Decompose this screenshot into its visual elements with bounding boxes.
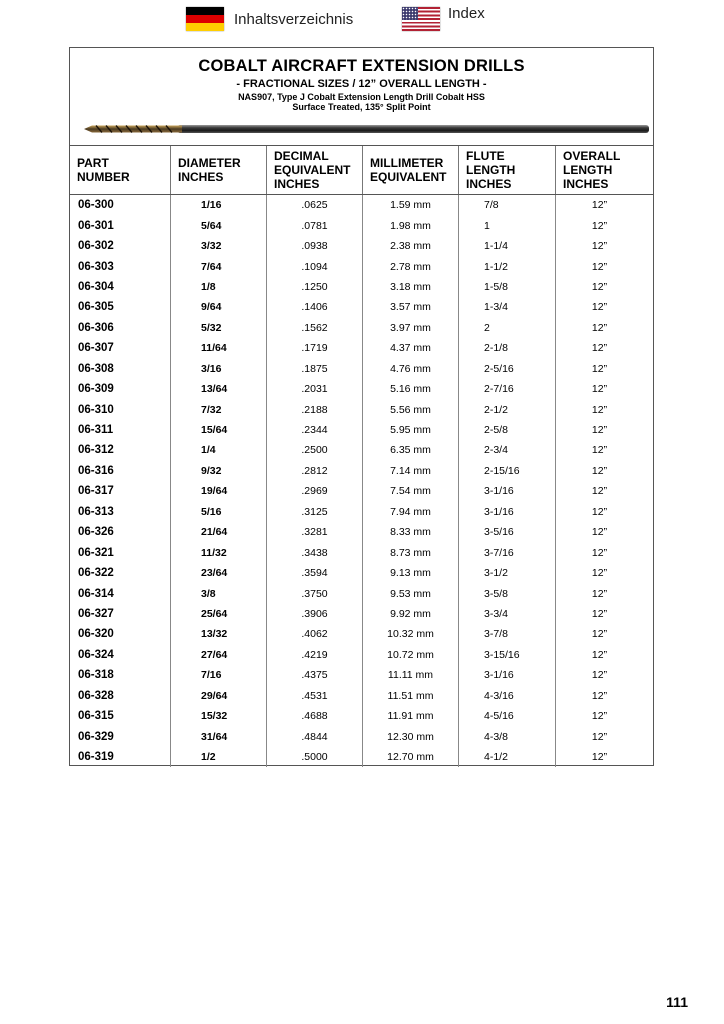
millimeter-cell: 12.70 mm: [363, 747, 459, 767]
diameter-cell: 7/64: [171, 256, 267, 276]
part-number-cell: 06-308: [78, 362, 114, 375]
overall-length-cell: 12”: [556, 379, 654, 399]
part-number-cell: 06-314: [78, 587, 114, 600]
table-row: [70, 338, 653, 358]
overall-length-cell: 12”: [556, 420, 654, 440]
table-row: [70, 747, 653, 767]
decimal-cell: .3906: [267, 604, 363, 624]
part-number-cell: 06-304: [78, 280, 114, 293]
millimeter-cell: 7.54 mm: [363, 481, 459, 501]
overall-length-cell: 12”: [556, 481, 654, 501]
overall-length-cell: 12”: [556, 440, 654, 460]
overall-length-cell: 12”: [556, 461, 654, 481]
overall-length-cell: 12”: [556, 522, 654, 542]
flute-length-cell: 3-5/8: [459, 583, 556, 603]
diameter-cell: 3/32: [171, 236, 267, 256]
diameter-cell: 15/32: [171, 706, 267, 726]
diameter-cell: 13/64: [171, 379, 267, 399]
table-row: [70, 481, 653, 501]
decimal-cell: .0938: [267, 236, 363, 256]
german-index-label: Inhaltsverzeichnis: [234, 10, 354, 28]
part-number-cell: 06-307: [78, 342, 114, 355]
diameter-cell: 5/16: [171, 502, 267, 522]
millimeter-cell: 3.57 mm: [363, 297, 459, 317]
table-row: [70, 215, 653, 235]
page-number: 111: [666, 994, 688, 1010]
millimeter-cell: 1.98 mm: [363, 215, 459, 235]
table-row: [70, 440, 653, 460]
spec-line-1: NAS907, Type J Cobalt Extension Length Drill Cobalt HSS: [238, 92, 485, 102]
flute-length-cell: 4-3/16: [459, 686, 556, 706]
flute-length-cell: 3-5/16: [459, 522, 556, 542]
part-number-cell: 06-306: [78, 321, 114, 334]
millimeter-cell: 8.33 mm: [363, 522, 459, 542]
decimal-cell: .2031: [267, 379, 363, 399]
overall-length-cell: 12”: [556, 645, 654, 665]
decimal-cell: .3594: [267, 563, 363, 583]
overall-length-cell: 12”: [556, 665, 654, 685]
flute-length-cell: 3-7/8: [459, 624, 556, 644]
table-row: [70, 624, 653, 644]
part-number-cell: 06-313: [78, 505, 114, 518]
diameter-cell: 3/8: [171, 583, 267, 603]
decimal-cell: .3281: [267, 522, 363, 542]
decimal-cell: .4844: [267, 726, 363, 746]
diameter-cell: 19/64: [171, 481, 267, 501]
decimal-cell: .4219: [267, 645, 363, 665]
column-header-millimeter: MILLIMETER EQUIVALENT: [363, 146, 459, 195]
diameter-cell: 11/32: [171, 542, 267, 562]
millimeter-cell: 9.53 mm: [363, 583, 459, 603]
flute-length-cell: 2-7/16: [459, 379, 556, 399]
decimal-cell: .1719: [267, 338, 363, 358]
decimal-cell: .0625: [267, 195, 363, 216]
flute-length-cell: 3-1/2: [459, 563, 556, 583]
millimeter-cell: 7.94 mm: [363, 502, 459, 522]
flute-length-cell: 2-1/8: [459, 338, 556, 358]
column-header-diameter: DIAMETER INCHES: [171, 146, 267, 195]
column-header-overall-length: OVERALL LENGTH INCHES: [556, 146, 654, 195]
flute-length-cell: 1: [459, 215, 556, 235]
diameter-cell: 11/64: [171, 338, 267, 358]
diameter-cell: 15/64: [171, 420, 267, 440]
millimeter-cell: 7.14 mm: [363, 461, 459, 481]
flute-length-cell: 1-5/8: [459, 277, 556, 297]
flute-length-cell: 3-3/4: [459, 604, 556, 624]
part-number-cell: 06-327: [78, 607, 114, 620]
part-number-cell: 06-305: [78, 301, 114, 314]
table-row: [70, 563, 653, 583]
overall-length-cell: 12”: [556, 277, 654, 297]
overall-length-cell: 12”: [556, 502, 654, 522]
top-navigation: [0, 0, 724, 40]
flute-length-cell: 2-5/16: [459, 359, 556, 379]
decimal-cell: .4062: [267, 624, 363, 644]
overall-length-cell: 12”: [556, 236, 654, 256]
millimeter-cell: 11.11 mm: [363, 665, 459, 685]
part-number-cell: 06-301: [78, 219, 114, 232]
decimal-cell: .2812: [267, 461, 363, 481]
millimeter-cell: 5.95 mm: [363, 420, 459, 440]
flute-length-cell: 2-3/4: [459, 440, 556, 460]
decimal-cell: .4375: [267, 665, 363, 685]
product-sheet: [69, 47, 654, 766]
overall-length-cell: 12”: [556, 359, 654, 379]
extension-drill-image: [82, 123, 653, 135]
overall-length-cell: 12”: [556, 686, 654, 706]
diameter-cell: 5/64: [171, 215, 267, 235]
flute-length-cell: 1-3/4: [459, 297, 556, 317]
overall-length-cell: 12”: [556, 399, 654, 419]
millimeter-cell: 2.38 mm: [363, 236, 459, 256]
part-number-cell: 06-328: [78, 689, 114, 702]
diameter-cell: 27/64: [171, 645, 267, 665]
overall-length-cell: 12”: [556, 726, 654, 746]
decimal-cell: .1250: [267, 277, 363, 297]
table-row: [70, 604, 653, 624]
diameter-cell: 1/8: [171, 277, 267, 297]
diameter-cell: 5/32: [171, 318, 267, 338]
table-row: [70, 195, 653, 216]
table-row: [70, 297, 653, 317]
flute-length-cell: 7/8: [459, 195, 556, 216]
part-number-cell: 06-324: [78, 648, 114, 661]
flute-length-cell: 2-5/8: [459, 420, 556, 440]
german-flag-icon: [186, 7, 224, 31]
decimal-cell: .2969: [267, 481, 363, 501]
table-row: [70, 726, 653, 746]
diameter-cell: 7/32: [171, 399, 267, 419]
flute-length-cell: 2-15/16: [459, 461, 556, 481]
table-row: [70, 461, 653, 481]
table-row: [70, 686, 653, 706]
millimeter-cell: 6.35 mm: [363, 440, 459, 460]
flute-length-cell: 1-1/4: [459, 236, 556, 256]
table-row: [70, 420, 653, 440]
part-number-cell: 06-309: [78, 383, 114, 396]
table-row: [70, 399, 653, 419]
millimeter-cell: 9.92 mm: [363, 604, 459, 624]
table-row: [70, 522, 653, 542]
part-number-cell: 06-326: [78, 526, 114, 539]
part-number-cell: 06-317: [78, 485, 114, 498]
english-index-label: Index: [448, 4, 485, 22]
decimal-cell: .2500: [267, 440, 363, 460]
decimal-cell: .1562: [267, 318, 363, 338]
millimeter-cell: 10.72 mm: [363, 645, 459, 665]
part-number-cell: 06-302: [78, 240, 114, 253]
english-index-link[interactable]: [402, 6, 485, 32]
decimal-cell: .2188: [267, 399, 363, 419]
flute-length-cell: 3-1/16: [459, 502, 556, 522]
part-number-cell: 06-310: [78, 403, 114, 416]
overall-length-cell: 12”: [556, 542, 654, 562]
flute-length-cell: 3-15/16: [459, 645, 556, 665]
diameter-cell: 25/64: [171, 604, 267, 624]
flute-length-cell: 3-1/16: [459, 665, 556, 685]
decimal-cell: .1094: [267, 256, 363, 276]
decimal-cell: .5000: [267, 747, 363, 767]
flute-length-cell: 4-3/8: [459, 726, 556, 746]
diameter-cell: 7/16: [171, 665, 267, 685]
millimeter-cell: 4.37 mm: [363, 338, 459, 358]
overall-length-cell: 12”: [556, 256, 654, 276]
decimal-cell: .0781: [267, 215, 363, 235]
page-subtitle: - FRACTIONAL SIZES / 12” OVERALL LENGTH -: [236, 78, 487, 90]
drill-spec-table: [70, 145, 653, 767]
part-number-cell: 06-300: [78, 199, 114, 212]
spec-line-2: Surface Treated, 135° Split Point: [292, 102, 431, 112]
us-flag-icon: [402, 7, 440, 31]
diameter-cell: 31/64: [171, 726, 267, 746]
diameter-cell: 21/64: [171, 522, 267, 542]
flute-length-cell: 2: [459, 318, 556, 338]
overall-length-cell: 12”: [556, 297, 654, 317]
table-row: [70, 379, 653, 399]
decimal-cell: .4688: [267, 706, 363, 726]
flute-length-cell: 4-5/16: [459, 706, 556, 726]
part-number-cell: 06-321: [78, 546, 114, 559]
flute-length-cell: 3-1/16: [459, 481, 556, 501]
table-row: [70, 542, 653, 562]
flute-length-cell: 1-1/2: [459, 256, 556, 276]
millimeter-cell: 5.56 mm: [363, 399, 459, 419]
table-row: [70, 277, 653, 297]
overall-length-cell: 12”: [556, 563, 654, 583]
part-number-cell: 06-329: [78, 730, 114, 743]
table-body: [70, 195, 653, 768]
millimeter-cell: 12.30 mm: [363, 726, 459, 746]
table-row: [70, 318, 653, 338]
decimal-cell: .2344: [267, 420, 363, 440]
overall-length-cell: 12”: [556, 338, 654, 358]
overall-length-cell: 12”: [556, 318, 654, 338]
millimeter-cell: 4.76 mm: [363, 359, 459, 379]
millimeter-cell: 10.32 mm: [363, 624, 459, 644]
part-number-cell: 06-320: [78, 628, 114, 641]
diameter-cell: 23/64: [171, 563, 267, 583]
millimeter-cell: 1.59 mm: [363, 195, 459, 216]
diameter-cell: 3/16: [171, 359, 267, 379]
decimal-cell: .4531: [267, 686, 363, 706]
table-header-row: [70, 146, 653, 195]
decimal-cell: .3750: [267, 583, 363, 603]
flute-length-cell: 3-7/16: [459, 542, 556, 562]
column-header-part-number: PART NUMBER: [70, 146, 171, 195]
part-number-cell: 06-311: [78, 424, 114, 437]
overall-length-cell: 12”: [556, 215, 654, 235]
diameter-cell: 9/32: [171, 461, 267, 481]
part-number-cell: 06-315: [78, 710, 114, 723]
table-row: [70, 236, 653, 256]
sheet-header: [70, 48, 653, 112]
diameter-cell: 1/16: [171, 195, 267, 216]
german-index-link[interactable]: [186, 6, 353, 32]
overall-length-cell: 12”: [556, 604, 654, 624]
overall-length-cell: 12”: [556, 747, 654, 767]
overall-length-cell: 12”: [556, 583, 654, 603]
part-number-cell: 06-316: [78, 464, 114, 477]
overall-length-cell: 12”: [556, 706, 654, 726]
millimeter-cell: 11.51 mm: [363, 686, 459, 706]
diameter-cell: 29/64: [171, 686, 267, 706]
column-header-flute-length: FLUTE LENGTH INCHES: [459, 146, 556, 195]
decimal-cell: .3438: [267, 542, 363, 562]
diameter-cell: 13/32: [171, 624, 267, 644]
diameter-cell: 9/64: [171, 297, 267, 317]
part-number-cell: 06-303: [78, 260, 114, 273]
overall-length-cell: 12”: [556, 624, 654, 644]
millimeter-cell: 3.18 mm: [363, 277, 459, 297]
column-header-decimal: DECIMAL EQUIVALENT INCHES: [267, 146, 363, 195]
flute-length-cell: 4-1/2: [459, 747, 556, 767]
diameter-cell: 1/4: [171, 440, 267, 460]
millimeter-cell: 2.78 mm: [363, 256, 459, 276]
millimeter-cell: 3.97 mm: [363, 318, 459, 338]
flute-length-cell: 2-1/2: [459, 399, 556, 419]
part-number-cell: 06-312: [78, 444, 114, 457]
decimal-cell: .3125: [267, 502, 363, 522]
millimeter-cell: 8.73 mm: [363, 542, 459, 562]
millimeter-cell: 11.91 mm: [363, 706, 459, 726]
page-title: COBALT AIRCRAFT EXTENSION DRILLS: [198, 57, 525, 75]
table-row: [70, 665, 653, 685]
table-row: [70, 645, 653, 665]
table-row: [70, 256, 653, 276]
table-row: [70, 583, 653, 603]
table-row: [70, 706, 653, 726]
millimeter-cell: 5.16 mm: [363, 379, 459, 399]
part-number-cell: 06-318: [78, 669, 114, 682]
decimal-cell: .1406: [267, 297, 363, 317]
diameter-cell: 1/2: [171, 747, 267, 767]
millimeter-cell: 9.13 mm: [363, 563, 459, 583]
overall-length-cell: 12”: [556, 195, 654, 216]
table-row: [70, 359, 653, 379]
table-row: [70, 502, 653, 522]
decimal-cell: .1875: [267, 359, 363, 379]
part-number-cell: 06-319: [78, 751, 114, 764]
part-number-cell: 06-322: [78, 567, 114, 580]
